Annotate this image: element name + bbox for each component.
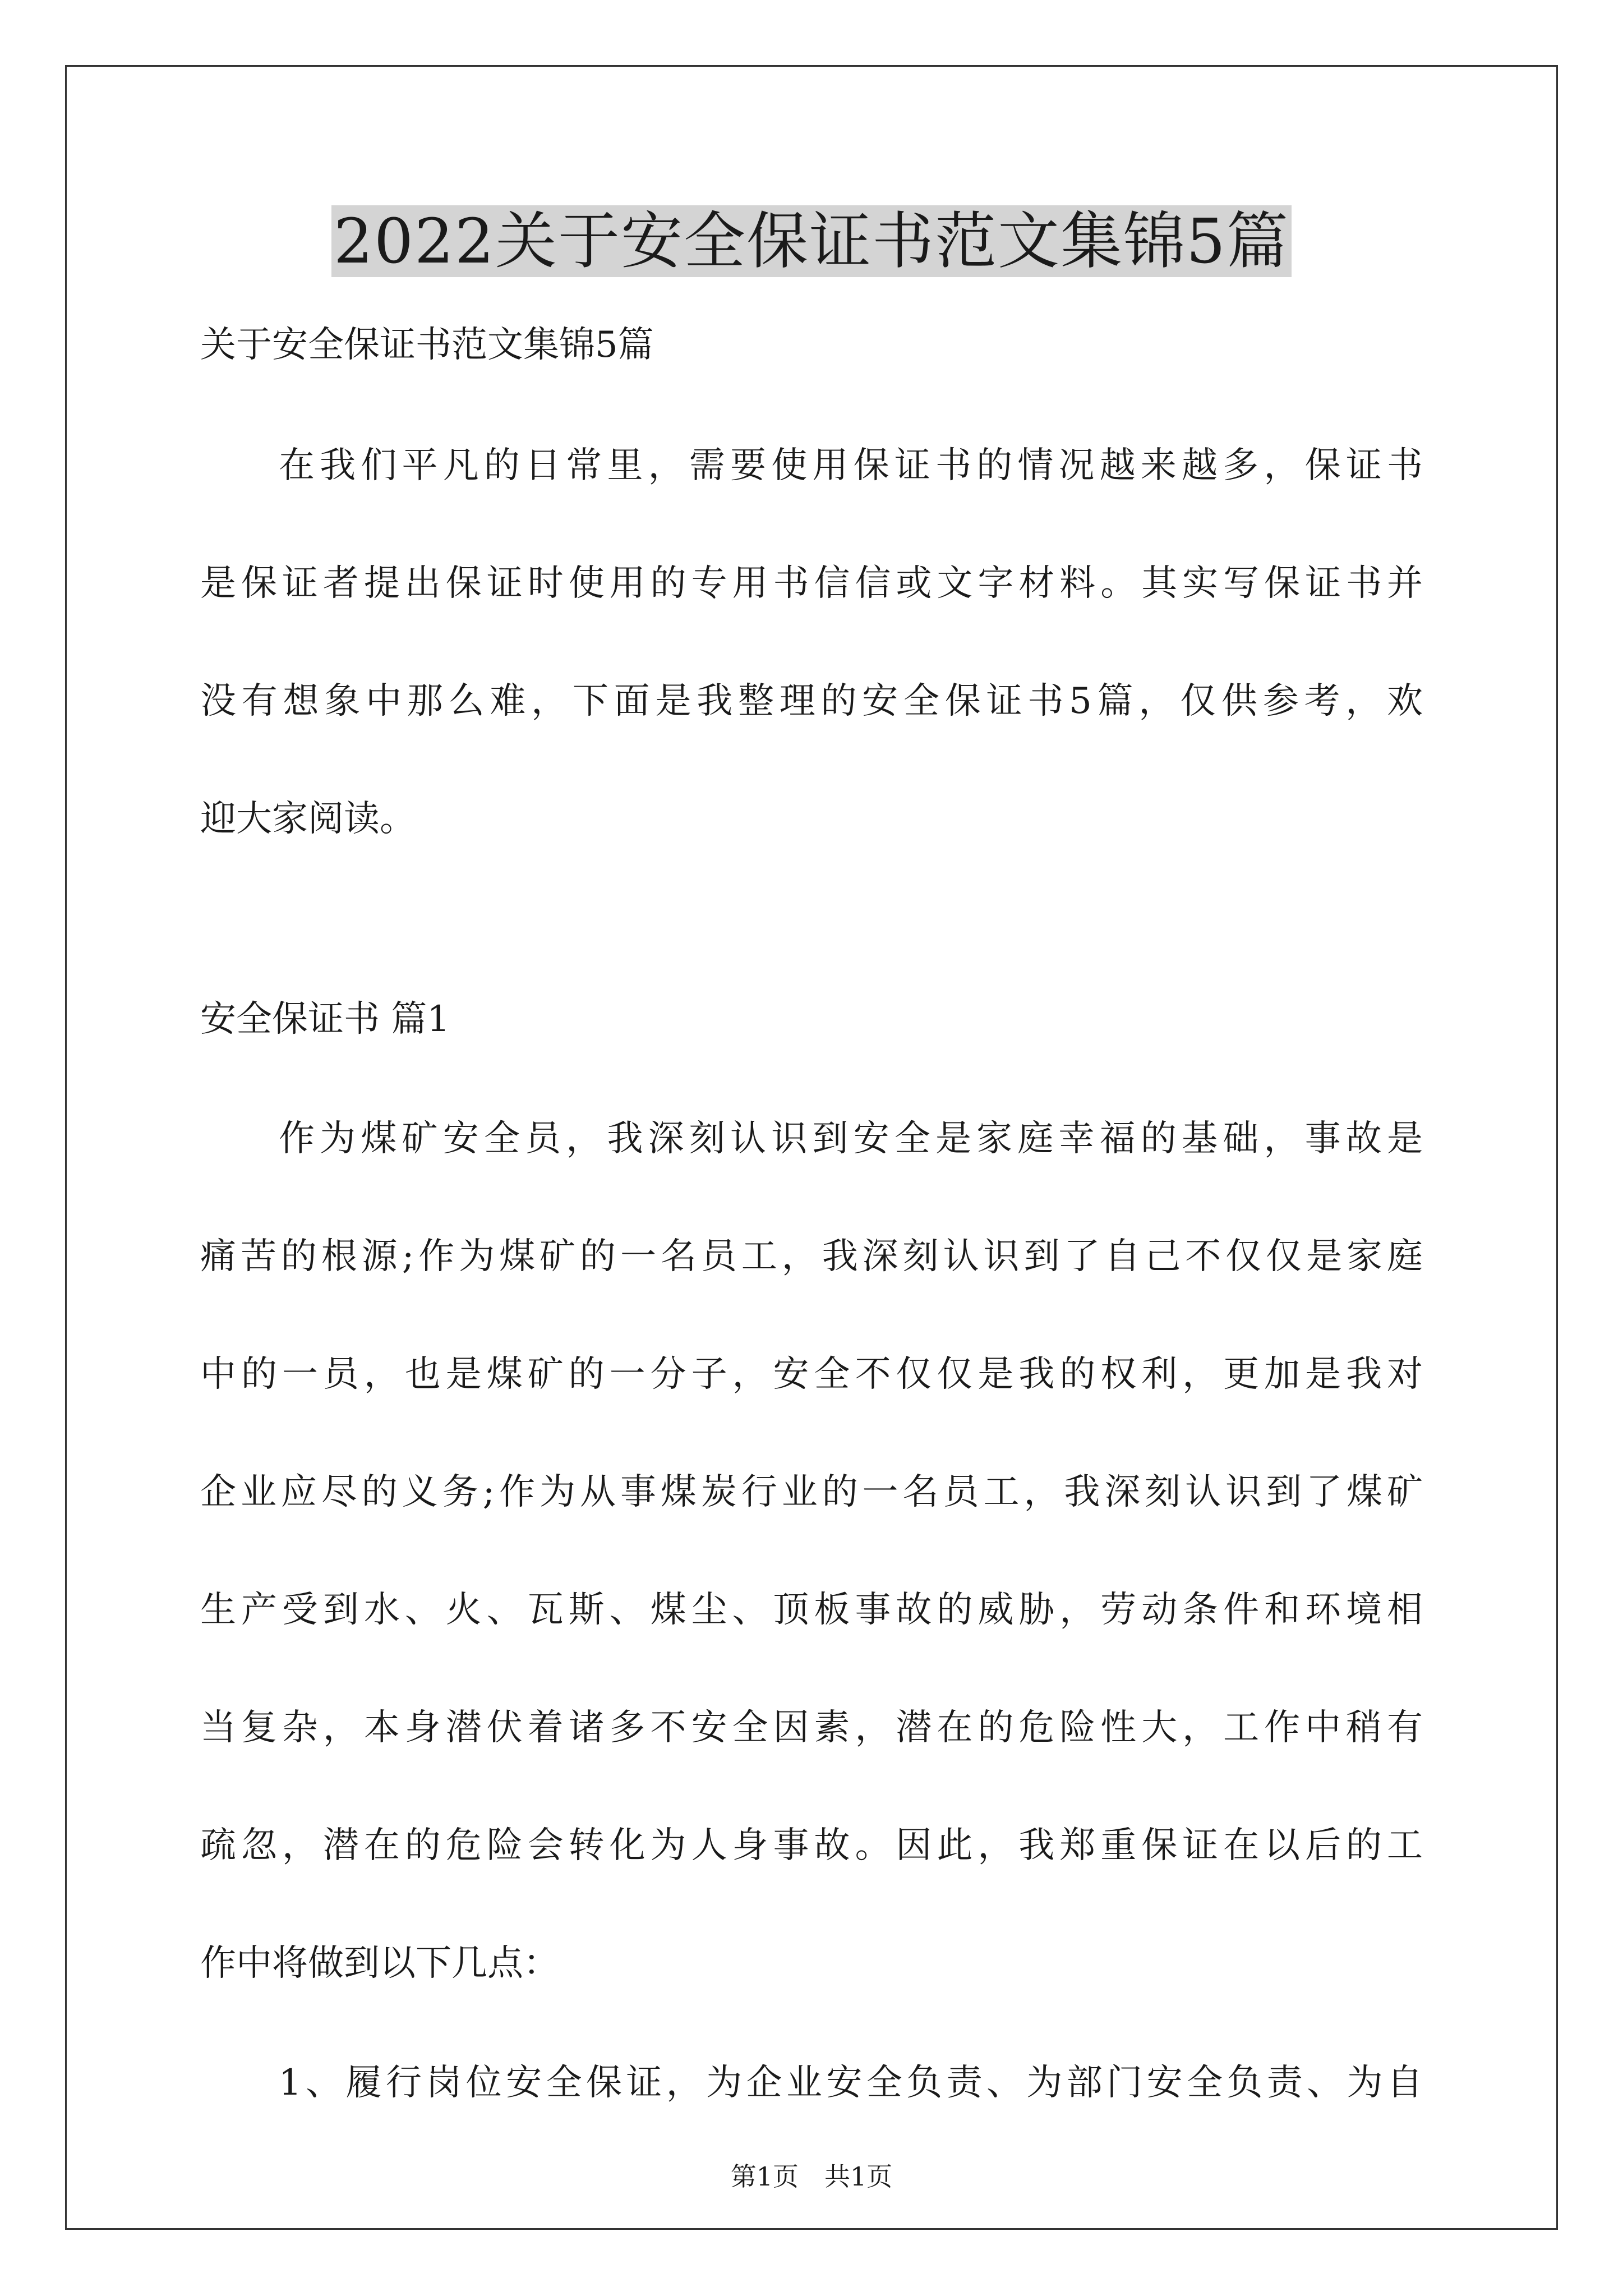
intro-line: 在我们平凡的日常里，需要使用保证书的情况越来越多，保证书 <box>279 445 1423 486</box>
section-line: 中的一员，也是煤矿的一分子，安全不仅仅是我的权利，更加是我对 <box>200 1354 1423 1395</box>
title-text: 2022关于安全保证书范文集锦5篇 <box>331 205 1292 277</box>
document-title <box>0 202 1623 280</box>
section-line: 企业应尽的义务;作为从事煤炭行业的一名员工，我深刻认识到了煤矿 <box>200 1471 1423 1513</box>
page-number: 第1页 共1页 <box>730 2161 893 2192</box>
page-footer <box>0 2160 1623 2193</box>
section-line: 痛苦的根源;作为煤矿的一名员工，我深刻认识到了自己不仅仅是家庭 <box>200 1236 1423 1277</box>
section-line: 生产受到水、火、瓦斯、煤尘、顶板事故的威胁，劳动条件和环境相 <box>200 1589 1423 1631</box>
intro-line: 没有想象中那么难，下面是我整理的安全保证书5篇，仅供参考，欢 <box>200 680 1423 722</box>
intro-line: 是保证者提出保证时使用的专用书信信或文字材料。其实写保证书并 <box>200 563 1423 604</box>
subtitle-line: 关于安全保证书范文集锦5篇 <box>200 324 654 366</box>
intro-line: 迎大家阅读。 <box>200 798 416 840</box>
item-line: 1、履行岗位安全保证，为企业安全负责、为部门安全负责、为自 <box>279 2062 1423 2104</box>
section-line: 作为煤矿安全员，我深刻认识到安全是家庭幸福的基础，事故是 <box>279 1118 1423 1159</box>
section-line: 疏忽，潜在的危险会转化为人身事故。因此，我郑重保证在以后的工 <box>200 1825 1423 1866</box>
section-line: 作中将做到以下几点： <box>200 1943 559 1984</box>
section-line: 当复杂，本身潜伏着诸多不安全因素，潜在的危险性大，工作中稍有 <box>200 1707 1423 1749</box>
section-heading: 安全保证书 篇1 <box>200 999 450 1040</box>
